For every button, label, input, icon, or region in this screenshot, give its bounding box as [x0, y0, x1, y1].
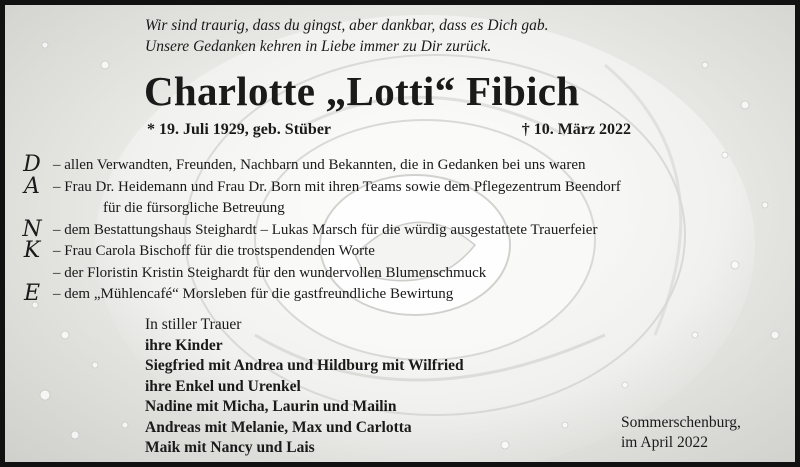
memorial-verse [145, 15, 548, 57]
danke-text: – Frau Dr. Heidemann und Frau Dr. Born mit ihren Teams sowie dem Pflegezentrum Beendorf [53, 178, 621, 195]
place-line: Sommerschenburg, [621, 414, 741, 431]
place-and-date [621, 413, 741, 453]
verse-line-2: Unsere Gedanken kehren in Liebe immer zu Dir zurück. [145, 38, 492, 55]
mourners-intro: In stiller Trauer [145, 316, 242, 333]
danke-letter: D [23, 152, 41, 177]
mourner-line: Siegfried mit Andrea und Hildburg mit Wilfried [145, 357, 464, 374]
danke-letter: K [23, 238, 41, 263]
birth-date: * 19. Juli 1929, geb. Stüber [147, 121, 332, 138]
danke-text: – allen Verwandten, Freunden, Nachbarn und Bekannten, die in Gedanken bei uns waren [53, 157, 586, 173]
mourner-line: ihre Kinder [145, 336, 223, 354]
danke-text: – dem „Mühlencafé“ Morsleben für die gastfreundliche Bewirtung [53, 286, 454, 302]
danke-text: – der Floristin Kristin Steighardt für den wundervollen Blumenschmuck [53, 264, 487, 281]
danke-text: für die fürsorgliche Betreuung [103, 200, 285, 216]
danke-letter: N [22, 216, 42, 242]
danke-text: – dem Bestattungshaus Steighardt – Lukas Marsch für die würdig ausgestattete Trauerfeier [53, 221, 598, 238]
mourner-line: Andreas mit Melanie, Max und Carlotta [145, 418, 412, 436]
danke-letter: A [24, 173, 40, 199]
mourners-list [145, 315, 464, 459]
death-date: † 10. März 2022 [521, 121, 631, 138]
mourner-line: ihre Enkel und Urenkel [145, 377, 301, 395]
danke-letter: E [23, 281, 41, 306]
mourner-line: Maik mit Nancy und Lais [145, 439, 315, 456]
danke-text: – Frau Carola Bischoff für die trostspendenden Worte [53, 243, 375, 259]
verse-line-1: Wir sind traurig, dass du gingst, aber dankbar, dass es Dich gab. [145, 17, 549, 34]
deceased-name: Charlotte „Lotti“ Fibich [144, 68, 580, 114]
date-line: im April 2022 [621, 434, 708, 451]
mourner-line: Nadine mit Micha, Laurin und Mailin [145, 398, 397, 415]
